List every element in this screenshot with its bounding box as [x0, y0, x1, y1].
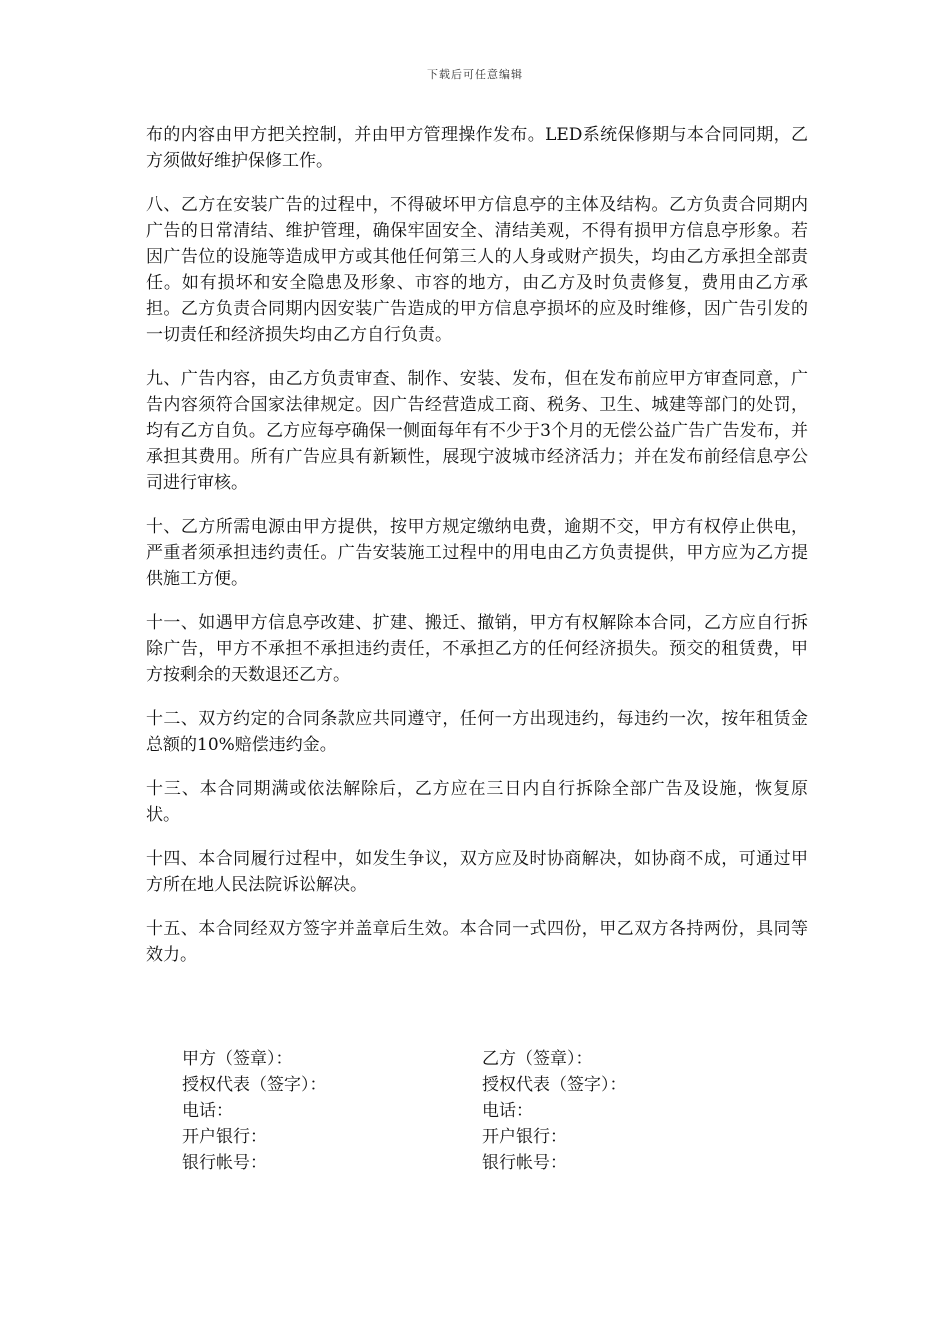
clause-12: 十二、双方约定的合同条款应共同遵守，任何一方出现违约，每违约一次，按年租赁金总额的10%赔偿违约金。 — [146, 709, 808, 755]
clause-8: 八、乙方在安装广告的过程中，不得破坏甲方信息亭的主体及结构。乙方负责合同期内广告的日常清结、维护管理，确保牢固安全、清结美观，不得有损甲方信息亭形象。若因广告位的设施等造成甲方或其他任何第三人的人身或财产损失，均由乙方承担全部责任。如有损坏和安全隐患及形象、市容的地方，由乙方及时负责修复，费用由乙方承担。乙方负责合同期内因安装广告造成的甲方信息亭损坏的应及时维修，因广告引发的一切责任和经济损失均由乙方自行负责。 — [146, 195, 808, 345]
party-b-account-label: 银行帐号： — [482, 1153, 567, 1173]
clause-continuation: 布的内容由甲方把关控制，并由甲方管理操作发布。LED系统保修期与本合同同期，乙方须做好维护保修工作。 — [146, 125, 808, 171]
clause-15: 十五、本合同经双方签字并盖章后生效。本合同一式四份，甲乙双方各持两份，具同等效力。 — [146, 919, 808, 965]
party-a-seal-label: 甲方（签章）： — [182, 1049, 293, 1069]
clause-9: 九、广告内容，由乙方负责审查、制作、安装、发布，但在发布前应甲方审查同意，广告内容须符合国家法律规定。因广告经营造成工商、税务、卫生、城建等部门的处罚，均有乙方自负。乙方应每亭确保一侧面每年有不少于3个月的无偿公益广告广告发布，并承担其费用。所有广告应具有新颖性，展现宁波城市经济活力；并在发布前经信息亭公司进行审核。 — [146, 369, 808, 493]
header-note: 下载后可任意编辑 — [427, 68, 523, 81]
party-a-phone-label: 电话： — [182, 1101, 233, 1121]
party-b-bank-label: 开户银行： — [482, 1127, 567, 1147]
party-b-phone-label: 电话： — [482, 1101, 533, 1121]
clause-11: 十一、如遇甲方信息亭改建、扩建、搬迁、撤销，甲方有权解除本合同，乙方应自行拆除广告，甲方不承担不承担违约责任，不承担乙方的任何经济损失。预交的租赁费，甲方按剩余的天数退还乙方。 — [146, 613, 808, 685]
contract-body — [146, 122, 808, 986]
signature-block — [182, 1046, 782, 1176]
party-a-bank-label: 开户银行： — [182, 1127, 267, 1147]
party-a-account-label: 银行帐号： — [182, 1153, 267, 1173]
party-b-seal-label: 乙方（签章）： — [482, 1049, 593, 1069]
clause-14: 十四、本合同履行过程中，如发生争议，双方应及时协商解决，如协商不成，可通过甲方所在地人民法院诉讼解决。 — [146, 849, 808, 895]
party-a-rep-label: 授权代表（签字）： — [182, 1075, 327, 1095]
clause-10: 十、乙方所需电源由甲方提供，按甲方规定缴纳电费，逾期不交，甲方有权停止供电，严重者须承担违约责任。广告安装施工过程中的用电由乙方负责提供，甲方应为乙方提供施工方便。 — [146, 517, 808, 589]
party-b-signature — [482, 1046, 782, 1176]
party-b-rep-label: 授权代表（签字）： — [482, 1075, 627, 1095]
party-a-signature — [182, 1046, 482, 1176]
clause-13: 十三、本合同期满或依法解除后，乙方应在三日内自行拆除全部广告及设施，恢复原状。 — [146, 779, 808, 825]
